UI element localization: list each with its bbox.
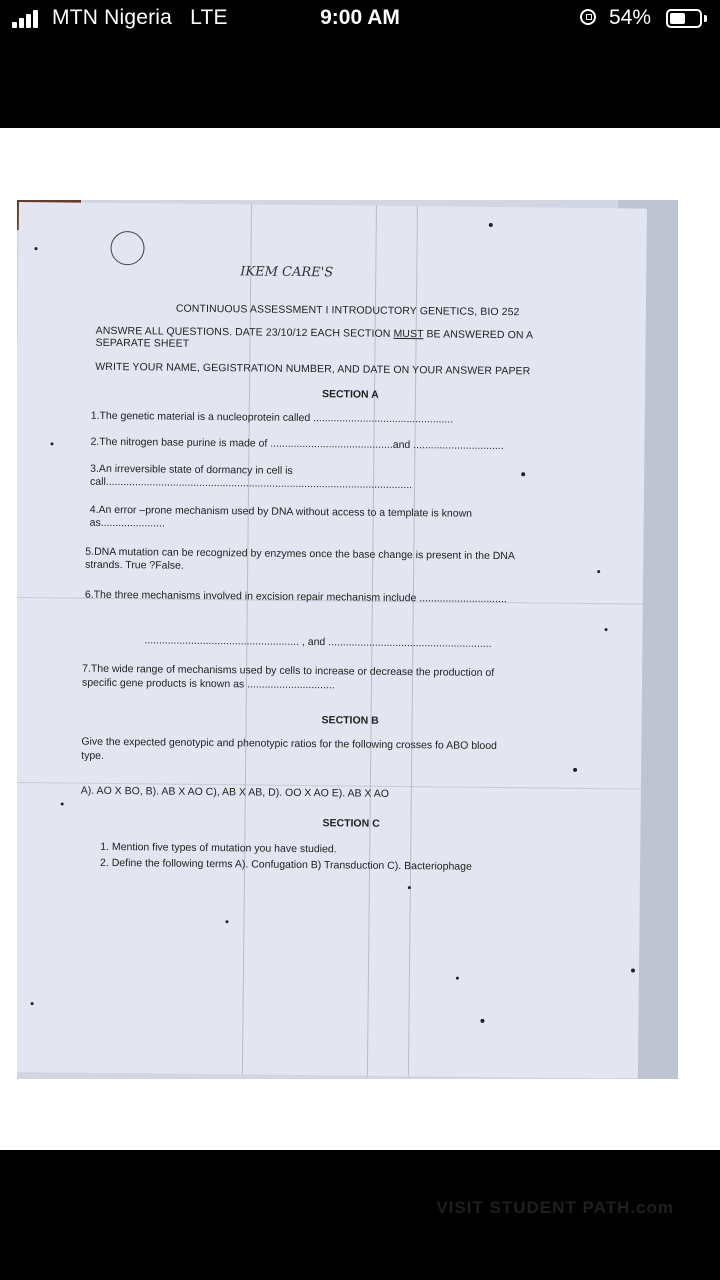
question-b1: Give the expected genotypic and phenotypic ratios for the following crosses fo ABO blood — [81, 735, 497, 753]
watermark: VISIT STUDENT PATH.com — [436, 1198, 674, 1217]
question-a3: 3.An irreversible state of dormancy in cell is — [90, 462, 293, 477]
question-a2: 2.The nitrogen base purine is made of ..........................................and ............................... — [90, 435, 504, 453]
question-b-crosses: A). AO X BO, B). AB X AO C), AB X AB, D). OO X AO E). AB X AO — [80, 784, 389, 800]
handwritten-name: IKEM CARE'S — [240, 264, 334, 281]
exam-paper-photo[interactable] — [17, 200, 678, 1079]
instructions-line-2: SEPARATE SHEET — [95, 336, 190, 350]
circled-mark — [110, 231, 144, 265]
exam-paper — [17, 202, 647, 1079]
status-bar — [0, 0, 720, 128]
section-c-title: SECTION C — [322, 817, 380, 830]
question-a4-cont: as...................... — [89, 516, 165, 530]
question-a7-cont: specific gene products is known as .............................. — [81, 676, 335, 692]
question-c2: 2. Define the following terms A). Confugation B) Transduction C). Bacteriophage — [100, 856, 472, 873]
instructions-line-1: ANSWRE ALL QUESTIONS. DATE 23/10/12 EACH SECTION MUST BE ANSWERED ON A — [95, 324, 534, 342]
instructions-line-3: WRITE YOUR NAME, GEGISTRATION NUMBER, AND DATE ON YOUR ANSWER PAPER — [95, 360, 531, 378]
section-b-title: SECTION B — [321, 714, 379, 727]
battery-percent: 54% — [609, 6, 652, 29]
exam-header: CONTINUOUS ASSESSMENT I INTRODUCTORY GENETICS, BIO 252 — [175, 302, 520, 319]
question-a3-cont: call......................................................................................................... — [90, 475, 413, 492]
carrier-label: MTN Nigeria LTE — [52, 6, 228, 29]
question-a6: 6.The three mechanisms involved in excision repair mechanism include .............................. — [84, 588, 507, 606]
battery-tip — [704, 15, 707, 22]
question-a1: 1.The genetic material is a nucleoprotein called ................................................ — [90, 409, 454, 426]
question-a7: 7.The wide range of mechanisms used by cells to increase or decrease the production of — [82, 662, 495, 680]
image-viewer[interactable] — [0, 128, 720, 1150]
orientation-lock-icon — [580, 9, 596, 25]
exam-document — [17, 202, 647, 1079]
clock: 9:00 AM — [320, 6, 400, 29]
question-b1-cont: type. — [81, 749, 105, 762]
bottom-bar — [0, 1150, 720, 1280]
question-a5-cont: strands. True ?False. — [85, 558, 184, 572]
question-a5: 5.DNA mutation can be recognized by enzymes once the base change is present in the DNA — [85, 545, 515, 563]
question-a6-cont: ..................................................... , and ........................................................ — [144, 634, 492, 650]
section-a-title: SECTION A — [321, 388, 379, 401]
question-a4: 4.An error –prone mechanism used by DNA without access to a template is known — [89, 503, 473, 520]
question-c1: 1. Mention five types of mutation you have studied. — [100, 840, 337, 856]
battery-icon — [666, 9, 702, 28]
